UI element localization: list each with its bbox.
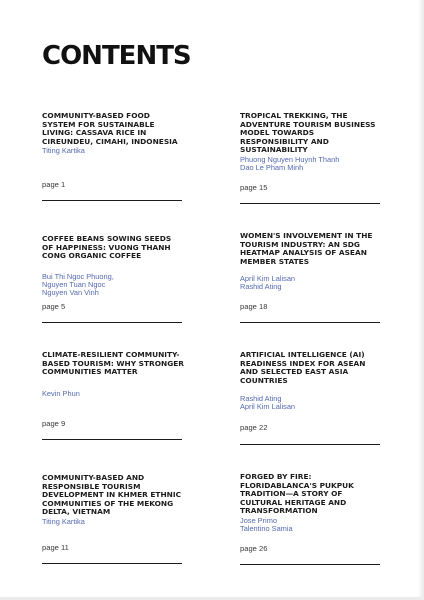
entry-author: Dao Le Pham Minh bbox=[240, 162, 304, 172]
entry-author: Nguyen Tuan Ngoc bbox=[42, 279, 106, 289]
entry-title: COMMUNITY-BASED AND RESPONSIBLE TOURISM DEVELOPMENT IN KHMER ETHNIC COMMUNITIES OF THE MEKONG DELTA, VIETNAM bbox=[42, 473, 182, 517]
toc-entry[interactable] bbox=[42, 474, 184, 570]
entry-author: April Kim Lalisan bbox=[240, 402, 296, 412]
entry-page-number: page 11 bbox=[42, 543, 69, 552]
entry-divider bbox=[42, 439, 182, 440]
entry-author: Titing Kartika bbox=[42, 516, 85, 526]
entry-authors bbox=[42, 518, 184, 526]
entry-author: Talentino Samia bbox=[240, 523, 293, 533]
entry-author: Nguyen Van Vinh bbox=[42, 287, 99, 297]
entry-divider bbox=[240, 203, 380, 204]
entry-title: FORGED BY FIRE: FLORIDABLANCA'S PUKPUK TRADITION—A STORY OF CULTURAL HERITAGE AND TRANSFORMATION bbox=[240, 472, 354, 516]
entry-authors bbox=[240, 275, 382, 291]
entry-title: CLIMATE-RESILIENT COMMUNITY-BASED TOURISM: WHY STRONGER COMMUNITIES MATTER bbox=[42, 350, 184, 377]
entry-divider bbox=[42, 200, 182, 201]
entry-authors bbox=[240, 156, 382, 172]
entry-authors bbox=[42, 273, 184, 297]
entry-page-number: page 15 bbox=[240, 183, 268, 192]
toc-entry[interactable] bbox=[42, 351, 184, 443]
page-shadow bbox=[418, 0, 424, 600]
entry-title: COFFEE BEANS SOWING SEEDS OF HAPPINESS: VUONG THANH CONG ORGANIC COFFEE bbox=[42, 234, 172, 261]
entry-authors bbox=[42, 147, 184, 155]
page-title: CONTENTS bbox=[42, 41, 191, 71]
entry-page-number: page 9 bbox=[42, 419, 66, 428]
entry-author: April Kim Lalisan bbox=[240, 274, 296, 284]
entry-page-number: page 18 bbox=[240, 302, 268, 311]
entry-page-number: page 26 bbox=[240, 544, 268, 553]
entry-author: Phuong Nguyen Huynh Thanh bbox=[240, 154, 340, 164]
entry-title: WOMEN'S INVOLVEMENT IN THE TOURISM INDUSTRY: AN SDG HEATMAP ANALYSIS OF ASEAN MEMBER STATES bbox=[240, 231, 373, 266]
entry-author: Rashid Ating bbox=[240, 282, 282, 292]
entry-page-number: page 22 bbox=[240, 423, 268, 432]
entry-authors bbox=[240, 395, 382, 411]
entry-author: Bui Thi Ngoc Phuong, bbox=[42, 271, 114, 281]
entry-divider bbox=[42, 563, 182, 564]
entry-divider bbox=[42, 322, 182, 323]
entry-page-number: page 5 bbox=[42, 302, 66, 311]
entry-author: Jose Primo bbox=[240, 515, 277, 525]
entry-divider bbox=[240, 322, 380, 323]
entry-divider bbox=[240, 444, 380, 445]
entry-title: ARTIFICIAL INTELLIGENCE (AI) READINESS INDEX FOR ASEAN AND SELECTED EAST ASIA COUNTRIES bbox=[240, 350, 366, 385]
toc-entry[interactable] bbox=[42, 112, 184, 204]
entry-page-number: page 1 bbox=[42, 180, 66, 189]
entry-author: Kevin Phun bbox=[42, 388, 80, 398]
toc-entry[interactable] bbox=[42, 235, 184, 329]
entry-authors bbox=[42, 390, 184, 398]
entry-divider bbox=[240, 564, 380, 565]
entry-title: TROPICAL TREKKING, THE ADVENTURE TOURISM BUSINESS MODEL TOWARDS RESPONSIBILITY AND SUSTAINABILITY bbox=[240, 111, 376, 155]
toc-entry[interactable] bbox=[240, 473, 382, 569]
toc-entry[interactable] bbox=[240, 232, 382, 328]
entry-author: Titing Kartika bbox=[42, 146, 85, 156]
entry-title: COMMUNITY-BASED FOOD SYSTEM FOR SUSTAINABLE LIVING: CASSAVA RICE IN CIREUNDEU, CIMAHI, INDONESIA bbox=[42, 111, 178, 146]
toc-entry[interactable] bbox=[240, 112, 382, 208]
entry-author: Rashid Ating bbox=[240, 394, 282, 404]
entry-authors bbox=[240, 517, 382, 533]
toc-entry[interactable] bbox=[240, 351, 382, 447]
